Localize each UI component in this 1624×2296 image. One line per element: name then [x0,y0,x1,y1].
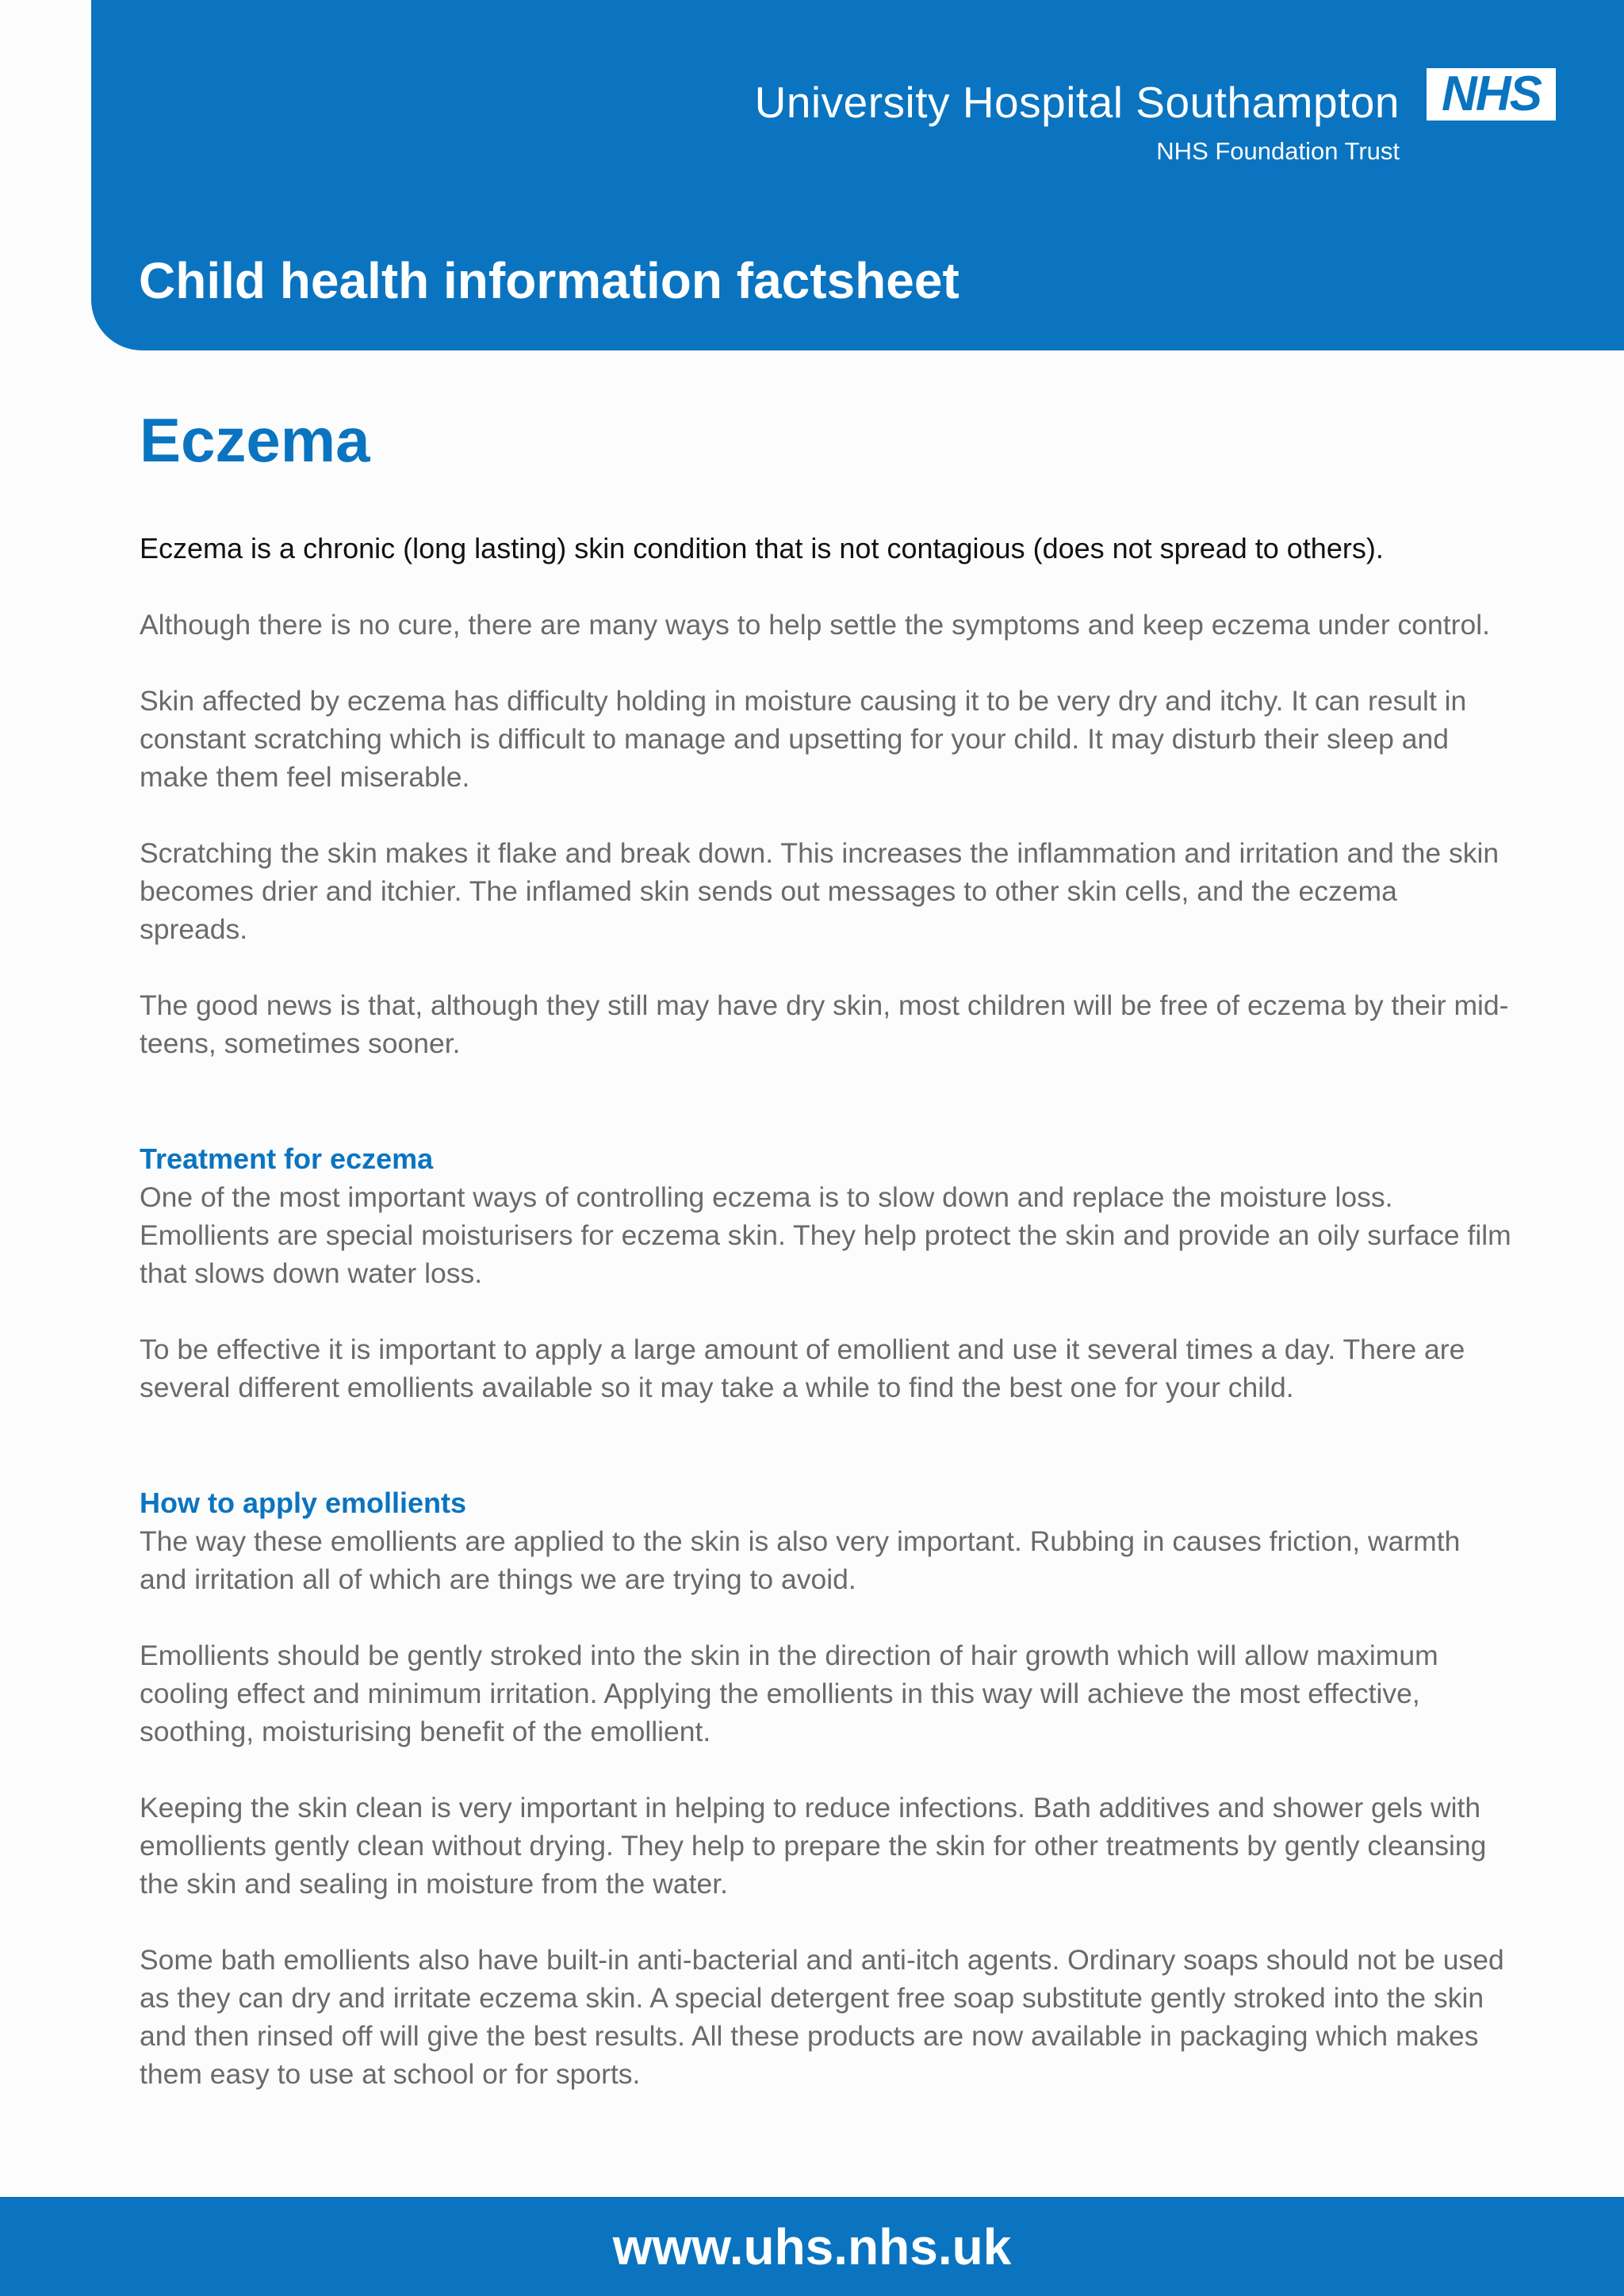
organisation-text [755,68,1400,163]
factsheet-title: Child health information factsheet [139,252,959,309]
body-paragraph: Although there is no cure, there are many ways to help settle the symptoms and keep eczema under control. [140,609,1490,641]
organisation-trust: NHS Foundation Trust [1156,137,1400,165]
section-heading: How to apply emollients [140,1487,467,1519]
body-paragraph: Some bath emollients also have built-in anti-bacterial and anti-itch agents. Ordinary soaps should not be used as they can dry and irritate eczema skin. A special detergent free soap substitute gently stroked into the skin and then rinsed off will give the best results. All these products are now available in packaging which makes them easy to use at school or for sports. [140,1944,1504,2090]
intro-statement: Eczema is a chronic (long lasting) skin condition that is not contagious (does not spread to others). [140,532,1384,564]
body-paragraph: Skin affected by eczema has difficulty holding in moisture causing it to be very dry and itchy. It can result in constant scratching which is difficult to manage and upsetting for your child. It may disturb their sleep and make them feel miserable. [140,685,1467,793]
page-title: Eczema [140,405,370,475]
body-paragraph: The good news is that, although they still may have dry skin, most children will be free of eczema by their mid-teens, sometimes sooner. [140,989,1509,1059]
section-treatment [140,1140,1511,1406]
body-paragraph: To be effective it is important to apply a large amount of emollient and use it several times a day. There are several different emollients available so it may take a while to find the best one for your child. [140,1334,1465,1403]
main-content [140,405,1511,2093]
header-band [91,0,1624,350]
body-paragraph: The way these emollients are applied to the skin is also very important. Rubbing in causes friction, warmth and irritation all of which are things we are trying to avoid. [140,1525,1461,1595]
nhs-logo: NHS [1427,68,1556,121]
body-paragraph: Keeping the skin clean is very important in helping to reduce infections. Bath additives and shower gels with emollients gently clean without drying. They help to prepare the skin for other treatments by gently cleansing the skin and sealing in moisture from the water. [140,1792,1487,1900]
body-paragraph: Scratching the skin makes it flake and break down. This increases the inflammation and irritation and the skin becomes drier and itchier. The inflamed skin sends out messages to other skin cells, and the eczema spreads. [140,837,1500,945]
section-how-to-apply [140,1484,1511,2093]
section-heading: Treatment for eczema [140,1142,434,1175]
organisation-block [755,68,1556,163]
website-link[interactable]: www.uhs.nhs.uk [612,2218,1012,2275]
body-paragraph: One of the most important ways of controlling eczema is to slow down and replace the moisture loss. Emollients are special moisturisers for eczema skin. They help protect the skin and provide an oily surface film that slows down water loss. [140,1181,1511,1289]
footer-band [0,2197,1624,2296]
body-paragraph: Emollients should be gently stroked into the skin in the direction of hair growth which will allow maximum cooling effect and minimum irritation. Applying the emollients in this way will achieve the most effective, soothing, moisturising benefit of the emollient. [140,1640,1438,1747]
organisation-name: University Hospital Southampton [754,78,1400,127]
